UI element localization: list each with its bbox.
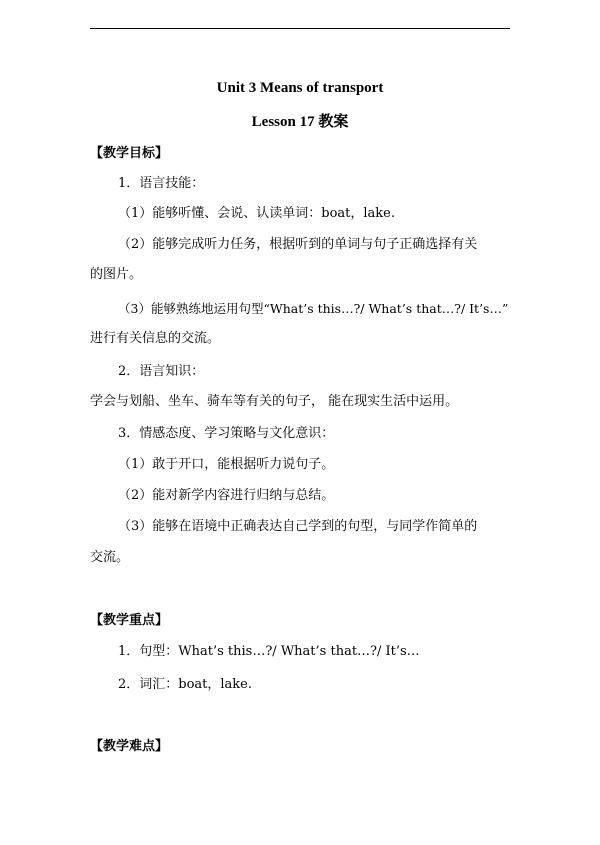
section-heading-difficulties: 【教学难点】 (90, 739, 169, 754)
header-rule (90, 28, 510, 29)
objective-line: （1）能够听懂、会说、认读单词：boat，lake. (118, 206, 396, 221)
objective-line: （1）敢于开口，能根据听力说句子。 (118, 457, 335, 472)
objective-line: 学会与划船、坐车、骑车等有关的句子， 能在现实生活中运用。 (90, 394, 459, 409)
objective-line: 交流。 (90, 550, 130, 565)
objective-line: （2）能对新学内容进行归纳与总结。 (118, 488, 335, 503)
section-heading-objectives: 【教学目标】 (90, 146, 169, 161)
objective-line: （3）能够熟练地运用句型“What’s this…?/ What’s that…?/ It’s…” (118, 301, 509, 316)
key-point-line: 1．句型：What’s this…?/ What’s that…?/ It’s… (118, 644, 420, 659)
objective-line: 的图片。 (90, 267, 143, 282)
objective-line: 进行有关信息的交流。 (90, 331, 221, 346)
document-subtitle: Lesson 17 教案 (251, 114, 349, 130)
objective-line: （3）能够在语境中正确表达自己学到的句型，与同学作简单的 (118, 519, 478, 534)
objective-line: 3．情感态度、学习策略与文化意识： (118, 426, 335, 441)
document-title: Unit 3 Means of transport (216, 80, 384, 96)
key-point-line: 2．词汇：boat，lake. (118, 677, 253, 692)
objective-line: （2）能够完成听力任务，根据听到的单词与句子正确选择有关 (118, 237, 478, 252)
objective-line: 2．语言知识： (118, 364, 205, 379)
section-heading-key-points: 【教学重点】 (90, 613, 169, 628)
objective-line: 1．语言技能： (118, 176, 205, 191)
